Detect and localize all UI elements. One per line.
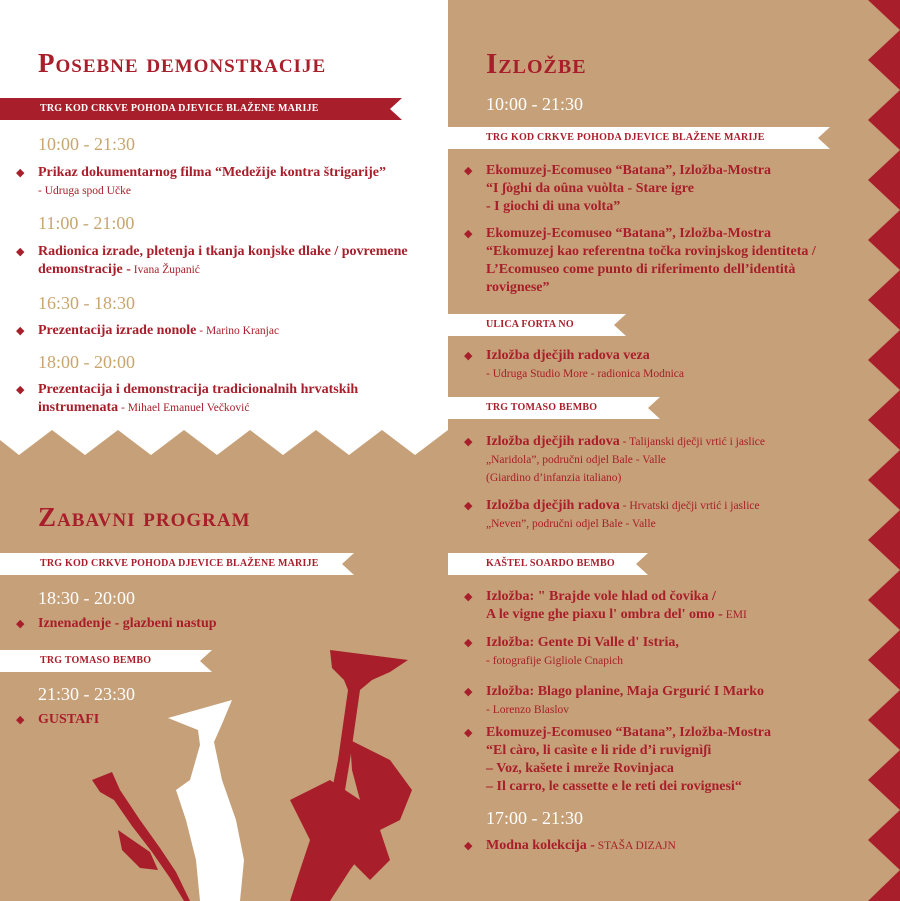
- special-item-1: [16, 164, 448, 200]
- exh-location-2: ULICA FORTA NO: [486, 319, 574, 330]
- exh-item-9: [464, 724, 856, 796]
- exh-item-1: [464, 162, 866, 216]
- special-time-3: 16:30 - 18:30: [38, 293, 135, 313]
- fun-time-2: 21:30 - 23:30: [38, 684, 135, 704]
- fun-location-banner-1: [0, 553, 354, 575]
- diamond-icon: ◆: [16, 246, 25, 258]
- exhibitions-time-2: 17:00 - 21:30: [486, 808, 583, 828]
- exh-item-6-line-1: Izložba: " Brajde vole hlad od čovika /: [486, 589, 716, 604]
- special-location: TRG KOD CRKVE POHODA DJEVICE BLAŽENE MARIJE: [40, 103, 319, 114]
- fun-location-2: TRG TOMASO BEMBO: [40, 655, 152, 666]
- exh-item-7-by: - fotografije Gigliole Cnapich: [486, 655, 624, 667]
- fun-location-banner-2: [0, 650, 212, 672]
- exh-item-6: [464, 588, 856, 624]
- special-time-1: 10:00 - 21:30: [38, 134, 135, 154]
- exh-item-2: [464, 225, 866, 297]
- special-item-4: [16, 381, 418, 417]
- special-time-2: 11:00 - 21:00: [38, 213, 135, 233]
- exh-item-1-line-2: “I ʃòghi da oûna vuòlta - Stare igre: [486, 181, 694, 196]
- special-item-3-by: - Marino Kranjac: [196, 325, 280, 337]
- exh-item-8: [464, 683, 856, 719]
- diamond-icon: ◆: [16, 167, 25, 179]
- exh-location-1: TRG KOD CRKVE POHODA DJEVICE BLAŽENE MARIJE: [486, 132, 765, 143]
- exh-item-4-by-2: „Naridola”, područni odjel Bale - Valle: [486, 454, 666, 466]
- exh-item-7-title: Izložba: Gente Di Valle d' Istria,: [486, 635, 679, 650]
- exh-item-2-line-4: rovignese”: [486, 280, 550, 295]
- special-title: Posebne demonstracije: [38, 48, 327, 78]
- diamond-icon: ◆: [464, 727, 473, 739]
- exh-item-4-by-1: - Talijanski dječji vrtić i jaslice: [619, 436, 766, 448]
- special-item-3: [16, 322, 438, 340]
- exh-location-banner-2: [448, 314, 626, 336]
- special-item-2-title: Radionica izrade, pletenja i tkanja konjske dlake / povremene demonstracije -: [38, 244, 408, 277]
- exh-item-10-title: Modna kolekcija -: [486, 838, 595, 853]
- special-item-3-title: Prezentacija izrade nonole: [38, 323, 197, 338]
- diamond-icon: ◆: [464, 686, 473, 698]
- special-item-1-title: Prikaz dokumentarnog filma “Medežije kontra štrigarije”: [38, 165, 386, 180]
- diamond-icon: ◆: [16, 325, 25, 337]
- diamond-icon: ◆: [464, 228, 473, 240]
- exh-item-9-line-2: “El càro, li casìte e li ride d’i ruvignìʃi: [486, 743, 712, 758]
- diamond-icon: ◆: [464, 350, 473, 362]
- exh-location-3: TRG TOMASO BEMBO: [486, 402, 598, 413]
- diamond-icon: ◆: [464, 500, 473, 512]
- diamond-icon: ◆: [464, 165, 473, 177]
- exh-item-1-line-3: - I giochi di una volta”: [486, 199, 621, 214]
- exh-item-8-by: - Lorenzo Blaslov: [486, 704, 570, 716]
- fun-location-1: TRG KOD CRKVE POHODA DJEVICE BLAŽENE MARIJE: [40, 558, 319, 569]
- special-item-1-by: - Udruga spod Učke: [38, 185, 131, 197]
- exh-item-1-line-1: Ekomuzej-Ecomuseo “Batana”, Izložba-Mostra: [486, 163, 772, 178]
- fun-title: Zabavni program: [38, 502, 251, 532]
- exh-item-10-by: STAŠA DIZAJN: [594, 840, 676, 852]
- special-item-4-by: - Mihael Emanuel Večković: [118, 402, 250, 414]
- exh-item-6-line-2: A le vigne ghe piaxu l' ombra del' omo -: [486, 607, 723, 622]
- exh-item-5: [464, 497, 856, 533]
- exh-location-banner-3: [448, 397, 660, 419]
- special-item-2-by: Ivana Županić: [130, 264, 200, 276]
- exh-item-3: [464, 347, 856, 383]
- fun-item-1: [16, 615, 338, 633]
- fun-item-2-title: GUSTAFI: [38, 712, 100, 727]
- exh-item-4-by-3: (Giardino d’infanzia italiano): [486, 472, 622, 484]
- exh-item-7: [464, 634, 856, 670]
- exh-item-8-title: Izložba: Blago planine, Maja Grgurić I Marko: [486, 684, 765, 699]
- exh-item-3-title: Izložba dječjih radova veza: [486, 348, 650, 363]
- exh-location-banner-4: [448, 553, 648, 575]
- exh-item-4-title: Izložba dječjih radova: [486, 434, 620, 449]
- exh-item-3-by: - Udruga Studio More - radionica Modnica: [486, 368, 685, 380]
- exh-item-5-by-1: - Hrvatski dječji vrtić i jaslice: [619, 500, 760, 512]
- exh-item-5-title: Izložba dječjih radova: [486, 498, 620, 513]
- diamond-icon: ◆: [16, 384, 25, 396]
- special-item-2: [16, 243, 413, 279]
- exhibitions-time: 10:00 - 21:30: [486, 94, 583, 114]
- diamond-icon: ◆: [464, 840, 473, 852]
- fun-item-2: [16, 711, 238, 729]
- diamond-icon: ◆: [16, 714, 25, 726]
- exh-item-4: [464, 433, 856, 487]
- exh-item-9-line-1: Ekomuzej-Ecomuseo “Batana”, Izložba-Mostra: [486, 725, 772, 740]
- exh-item-2-line-2: “Ekomuzej kao referentna točka rovinjskog identiteta /: [486, 244, 816, 259]
- exh-item-5-by-2: „Neven”, područni odjel Bale - Valle: [486, 518, 656, 530]
- exh-item-10: [464, 837, 856, 855]
- diamond-icon: ◆: [464, 637, 473, 649]
- exh-item-2-line-3: L’Ecomuseo come punto di riferimento dell’identità: [486, 262, 796, 277]
- fun-time-1: 18:30 - 20:00: [38, 588, 135, 608]
- diamond-icon: ◆: [464, 591, 473, 603]
- exhibitions-title: Izložbe: [486, 48, 587, 80]
- exh-location-4: KAŠTEL SOARDO BEMBO: [486, 558, 615, 569]
- exh-item-9-line-4: – Il carro, le cassette e le reti dei rovignesi“: [486, 779, 742, 794]
- exh-location-banner-1: [448, 127, 830, 149]
- special-location-banner: [0, 98, 402, 120]
- exh-item-2-line-1: Ekomuzej-Ecomuseo “Batana”, Izložba-Mostra: [486, 226, 772, 241]
- special-time-4: 18:00 - 20:00: [38, 352, 135, 372]
- exh-item-6-by: EMI: [722, 609, 747, 621]
- fun-item-1-title: Iznenađenje - glazbeni nastup: [38, 616, 217, 631]
- diamond-icon: ◆: [464, 436, 473, 448]
- diamond-icon: ◆: [16, 618, 25, 630]
- special-item-4-title: Prezentacija i demonstracija tradicionalnih hrvatskih instrumenata: [38, 382, 359, 415]
- exh-item-9-line-3: – Voz, kašete i mreže Rovinjaca: [486, 761, 674, 776]
